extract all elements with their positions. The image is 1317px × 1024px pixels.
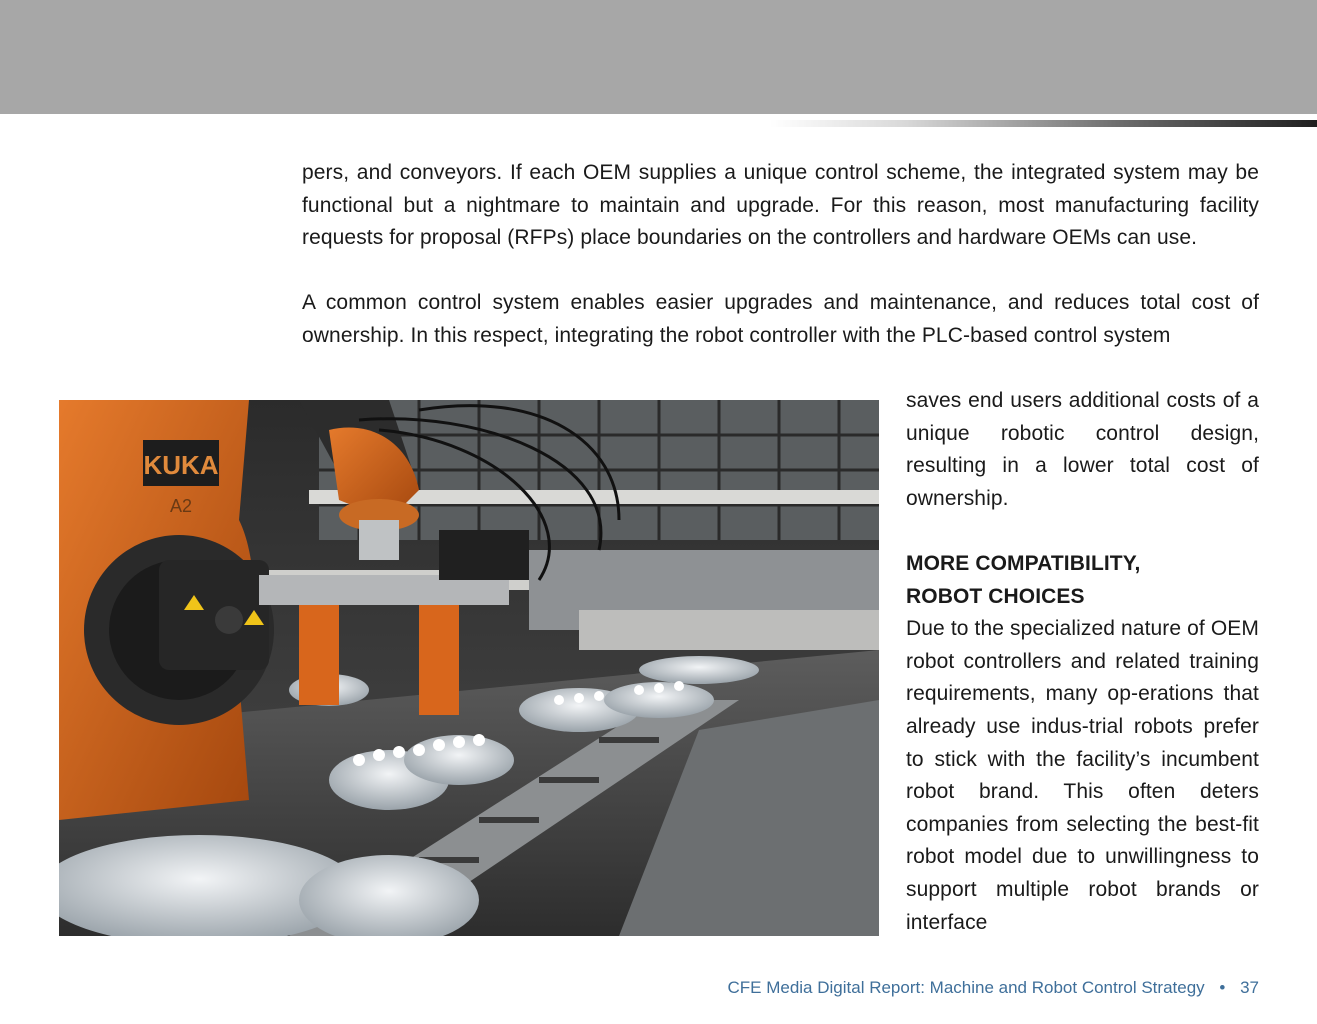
footer-report-title: CFE Media Digital Report: Machine and Robot Control Strategy: [727, 978, 1205, 997]
section-heading-line-1: MORE COMPATIBILITY,: [906, 551, 1141, 575]
page-footer: [727, 978, 1259, 998]
body-text-side: [906, 385, 1259, 939]
header-rule: [770, 120, 1317, 127]
paragraph-1: pers, and conveyors. If each OEM supplies a unique control scheme, the integrated system may be functional but a nightmare to maintain and upgrade. For this reason, most manufacturing facility requests for proposal (RFPs) place boundaries on the controllers and hardware OEMs can use.: [302, 161, 1259, 250]
header-band: [0, 0, 1317, 114]
body-text-top: [302, 157, 1259, 353]
footer-separator: •: [1219, 978, 1226, 997]
robot-photo: [59, 400, 879, 936]
paragraph-2: A common control system enables easier upgrades and maintenance, and reduces total cost of ownership. In this respect, integrating the robot controller with the PLC-based control system: [302, 291, 1259, 347]
page-number: 37: [1240, 978, 1259, 997]
robot-photo-illustration: [59, 400, 879, 936]
paragraph-2-continued: saves end users additional costs of a unique robotic control design, resulting in a lower total cost of ownership.: [906, 389, 1259, 510]
paragraph-3: Due to the specialized nature of OEM robot controllers and related training requirements, many op-erations that already use indus-trial robots prefer to stick with the facility’s incumbent robot brand. This often deters companies from selecting the best-fit robot model due to unwillingness to support multiple robot brands or interface: [906, 617, 1259, 934]
kuka-logo: KUKA: [143, 450, 219, 480]
section-heading-line-2: ROBOT CHOICES: [906, 584, 1085, 608]
model-label: A2: [169, 496, 193, 516]
